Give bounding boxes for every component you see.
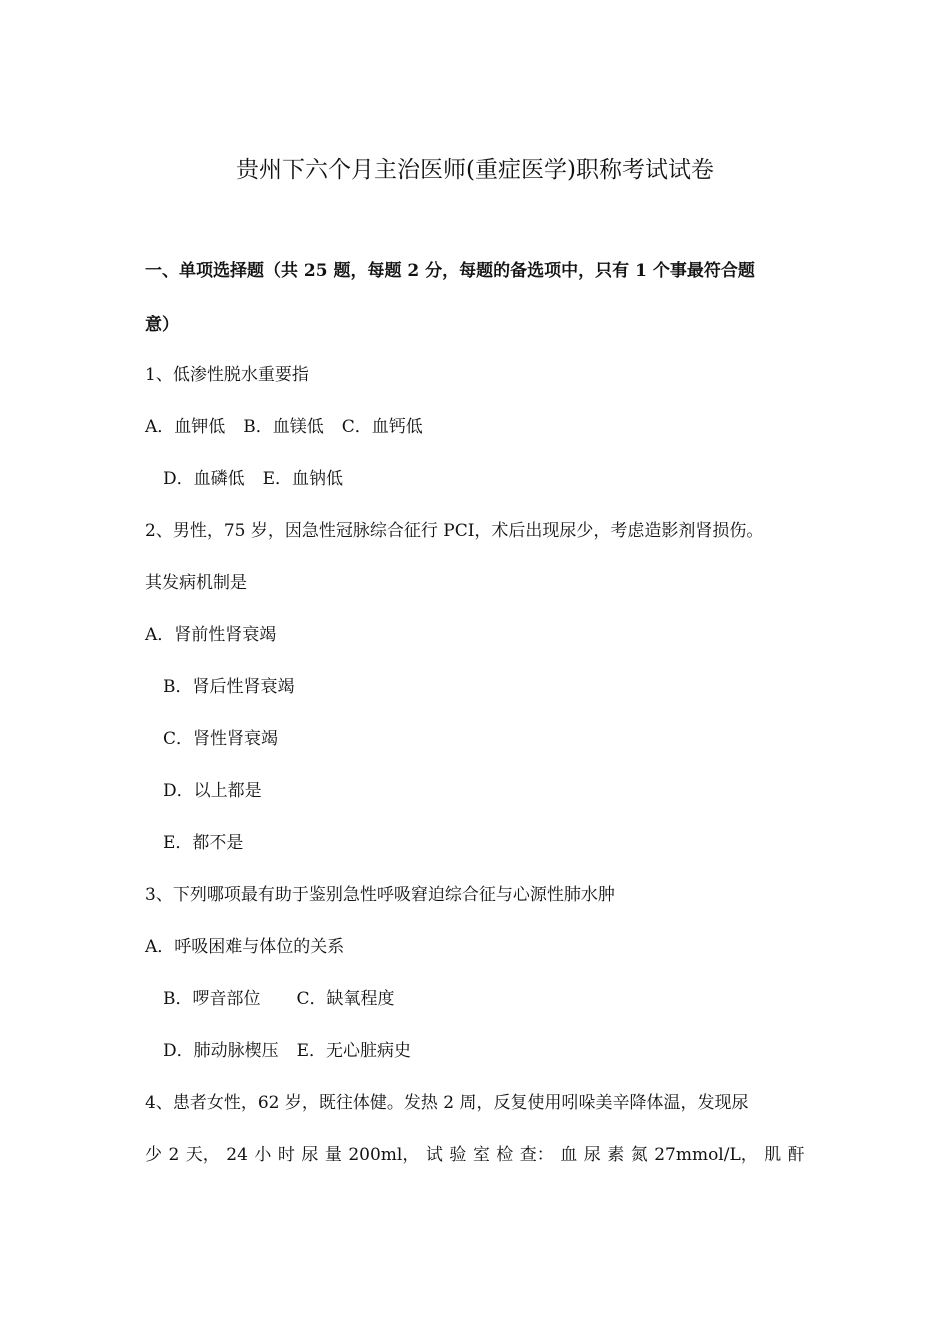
q4-text-segment: 量 xyxy=(324,1145,342,1165)
q1-option-c: C．血钙低 xyxy=(341,417,423,437)
q3-option-d: D．肺动脉楔压 xyxy=(163,1041,279,1061)
q1-option-d: D．血磷低 xyxy=(163,469,245,489)
q4-text-segment: 血 xyxy=(560,1145,578,1165)
question-1-stem: 1、低渗性脱水重要指 xyxy=(145,365,309,385)
q3-option-c: C．缺氧程度 xyxy=(296,989,395,1009)
q1-option-a: A．血钾低 xyxy=(145,417,226,437)
q4-text-segment: 时 xyxy=(277,1145,295,1165)
q3-option-a: A．呼吸困难与体位的关系 xyxy=(145,937,345,957)
question-1-options-row-2 xyxy=(163,468,343,490)
q3-option-e: E．无心脏病史 xyxy=(296,1041,412,1061)
q4-text-segment: 少 xyxy=(145,1145,162,1165)
question-4-stem: 4、患者女性，62 岁，既往体健。发热 2 周，反复使用吲哚美辛降体温，发现尿 xyxy=(145,1093,749,1113)
q4-text-segment: 试 xyxy=(425,1145,443,1165)
q4-text-segment: 验 xyxy=(449,1145,467,1165)
question-3-options-row-2 xyxy=(163,988,395,1010)
q2-option-e: E．都不是 xyxy=(163,833,244,853)
q2-option-c: C．肾性肾衰竭 xyxy=(163,729,279,749)
question-2-stem-continued: 其发病机制是 xyxy=(145,573,247,593)
q1-option-b: B．血镁低 xyxy=(243,417,324,437)
q4-text-segment: 氮 xyxy=(630,1145,648,1165)
q2-option-d: D．以上都是 xyxy=(163,781,262,801)
section-heading: 一、单项选择题（共 25 题，每题 2 分，每题的备选项中，只有 1 个事最符合题 xyxy=(145,261,755,281)
question-3-stem: 3、下列哪项最有助于鉴别急性呼吸窘迫综合征与心源性肺水肿 xyxy=(145,885,615,905)
q4-text-segment: 天， xyxy=(185,1145,220,1165)
q4-text-segment: 素 xyxy=(607,1145,625,1165)
question-2-stem: 2、男性，75 岁，因急性冠脉综合征行 PCI，术后出现尿少，考虑造影剂肾损伤。 xyxy=(145,521,764,541)
q4-text-segment: 24 xyxy=(226,1145,248,1165)
q4-text-segment: 检 xyxy=(496,1145,514,1165)
q4-text-segment: 2 xyxy=(168,1145,180,1165)
question-3-options-row-3 xyxy=(163,1040,411,1062)
question-4-stem-continued xyxy=(145,1144,805,1166)
q4-text-segment: 肌 xyxy=(764,1145,782,1165)
q4-text-segment: 200ml， xyxy=(348,1145,420,1165)
q2-option-a: A．肾前性肾衰竭 xyxy=(145,625,277,645)
q4-text-segment: 查： xyxy=(519,1145,554,1165)
q2-option-b: B．肾后性肾衰竭 xyxy=(163,677,295,697)
q4-text-segment: 尿 xyxy=(583,1145,601,1165)
q4-text-segment: 尿 xyxy=(301,1145,319,1165)
document-title: 贵州下六个月主治医师(重症医学)职称考试试卷 xyxy=(236,157,714,183)
q4-text-segment: 酐 xyxy=(787,1145,805,1165)
question-1-options-row-1 xyxy=(145,416,423,438)
q1-option-e: E．血钠低 xyxy=(262,469,344,489)
q3-option-b: B．啰音部位 xyxy=(163,989,261,1009)
q4-text-segment: 室 xyxy=(472,1145,490,1165)
q4-text-segment: 小 xyxy=(254,1145,272,1165)
section-heading-continued: 意） xyxy=(145,315,179,335)
q4-text-segment: 27mmol/L， xyxy=(654,1145,758,1165)
